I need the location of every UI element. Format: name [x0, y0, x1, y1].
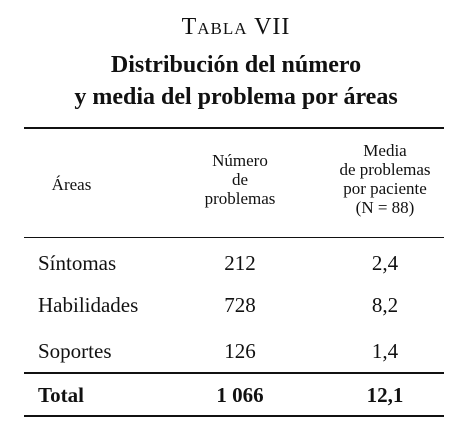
cell-media: 1,4 — [371, 339, 399, 363]
total-numero: 1 066 — [216, 383, 264, 407]
header-areas-label: Áreas — [51, 175, 92, 194]
cell-area: Habilidades — [38, 293, 139, 317]
cell-numero: 126 — [224, 339, 256, 363]
header-numero-line: problemas — [204, 189, 276, 208]
cell-numero: 728 — [224, 293, 256, 317]
header-media-line: de problemas — [339, 160, 431, 179]
top-rule — [24, 127, 444, 129]
cell-media: 2,4 — [371, 251, 399, 275]
total-label: Total — [38, 383, 84, 407]
table-title-line-2: y media del problema por áreas — [74, 84, 398, 110]
total-rule — [24, 372, 444, 374]
header-numero-line: de — [231, 170, 249, 189]
cell-area: Soportes — [38, 339, 112, 363]
table-row — [24, 336, 444, 366]
total-row — [24, 380, 444, 410]
bottom-rule — [24, 415, 444, 417]
total-media: 12,1 — [366, 383, 404, 407]
header-media-line: por paciente — [343, 179, 427, 198]
table-row — [24, 248, 444, 278]
header-rule — [24, 237, 444, 238]
header-media-line: Media — [363, 141, 407, 160]
table-number-label: Tabla VII — [181, 14, 291, 40]
header-numero-line: Número — [212, 151, 268, 170]
header-areas — [24, 175, 119, 194]
table-title-line-1: Distribución del número — [110, 52, 362, 78]
table-row — [24, 290, 444, 320]
cell-area: Síntomas — [38, 251, 117, 275]
cell-numero: 212 — [224, 251, 256, 275]
header-media-line: (N = 88) — [355, 198, 415, 217]
cell-media: 8,2 — [371, 293, 399, 317]
header-numero — [185, 151, 295, 208]
header-media — [320, 141, 450, 217]
